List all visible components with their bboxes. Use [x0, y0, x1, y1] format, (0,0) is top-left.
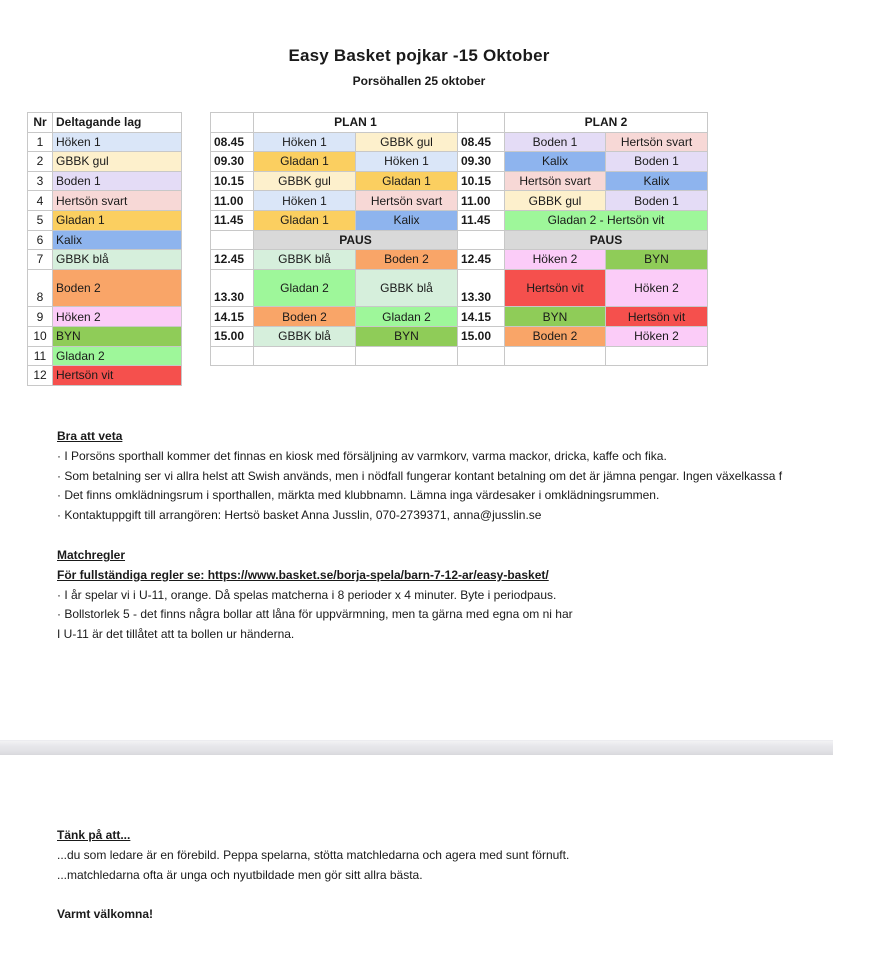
plan1-team-a: Boden 2 — [254, 307, 356, 327]
empty-cell — [458, 230, 505, 250]
team-row — [28, 210, 182, 230]
empty-cell — [254, 346, 356, 366]
nr-header: Nr — [28, 113, 53, 133]
team-name: Boden 1 — [53, 171, 182, 191]
team-name: Boden 2 — [53, 269, 182, 307]
match-time: 11.45 — [211, 210, 254, 230]
plan2-header: PLAN 2 — [505, 113, 708, 133]
plan1-team-a: Höken 1 — [254, 132, 356, 152]
match-time: 15.00 — [211, 326, 254, 346]
match-row — [211, 326, 708, 346]
match-row — [211, 171, 708, 191]
team-nr: 3 — [28, 171, 53, 191]
match-row — [211, 250, 708, 270]
plan2-team-a: Hertsön svart — [505, 171, 606, 191]
team-nr: 8 — [28, 269, 53, 307]
think-section — [57, 826, 569, 925]
match-row — [211, 307, 708, 327]
match-row — [211, 210, 708, 230]
match-row — [211, 132, 708, 152]
plan1-team-b: Boden 2 — [356, 250, 458, 270]
teams-table — [27, 112, 182, 386]
document-title: Easy Basket pojkar -15 Oktober — [288, 46, 550, 65]
team-row — [28, 366, 182, 386]
rules-item: · I år spelar vi i U-11, orange. Då spelas matcherna i 8 perioder x 4 minuter. Byte i periodpaus. — [57, 587, 557, 602]
team-row — [28, 191, 182, 211]
team-nr: 2 — [28, 152, 53, 172]
plan2-team-b: Hertsön vit — [606, 307, 708, 327]
match-time: 11.00 — [458, 191, 505, 211]
info-item: · Det finns omklädningsrum i sporthallen, märkta med klubbnamn. Lämna inga värdesaker i omklädningsrummen. — [57, 488, 660, 503]
plan2-team-a: BYN — [505, 307, 606, 327]
plan2-team-a: Boden 2 — [505, 326, 606, 346]
match-row — [211, 152, 708, 172]
plan2-merged-match: Gladan 2 - Hertsön vit — [505, 210, 708, 230]
match-time: 12.45 — [211, 250, 254, 270]
info-item: · I Porsöns sporthall kommer det finnas en kiosk med försäljning av varmkorv, varma mackor, dricka, kaffe och fika. — [57, 448, 667, 463]
think-item: ...matchledarna ofta är unga och nyutbildade men gör sitt allra bästa. — [57, 867, 423, 882]
plan1-team-a: Gladan 2 — [254, 269, 356, 307]
team-nr: 10 — [28, 326, 53, 346]
team-name: Hertsön vit — [53, 366, 182, 386]
team-nr: 6 — [28, 230, 53, 250]
page-divider — [0, 740, 833, 755]
match-time: 11.00 — [211, 191, 254, 211]
rules-item: · Bollstorlek 5 - det finns några bollar att låna för uppvärmning, men ta gärna med egna om ni har — [57, 607, 573, 622]
team-row — [28, 132, 182, 152]
team-name: GBBK blå — [53, 250, 182, 270]
closing-text: Varmt välkomna! — [57, 907, 154, 922]
plan1-team-b: Gladan 1 — [356, 171, 458, 191]
plan2-team-b: Höken 2 — [606, 326, 708, 346]
match-time: 14.15 — [458, 307, 505, 327]
plan2-team-a: Kalix — [505, 152, 606, 172]
team-row — [28, 171, 182, 191]
plan2-team-a: Höken 2 — [505, 250, 606, 270]
team-nr: 11 — [28, 346, 53, 366]
plan1-team-b: GBBK blå — [356, 269, 458, 307]
rules-item: I U-11 är det tillåtet att ta bollen ur händerna. — [57, 627, 295, 642]
empty-cell — [458, 346, 505, 366]
team-nr: 1 — [28, 132, 53, 152]
schedule-header-row — [211, 113, 708, 133]
plan2-team-b: BYN — [606, 250, 708, 270]
plan1-team-a: Gladan 1 — [254, 152, 356, 172]
team-name-header: Deltagande lag — [53, 113, 182, 133]
match-time: 13.30 — [458, 269, 505, 307]
plan1-team-a: GBBK blå — [254, 250, 356, 270]
info-item: · Kontaktuppgift till arrangören: Hertsö basket Anna Jusslin, 070-2739371, anna@jusslin.se — [57, 508, 542, 523]
empty-cell — [211, 346, 254, 366]
plan1-team-a: Höken 1 — [254, 191, 356, 211]
plan1-paus: PAUS — [254, 230, 458, 250]
team-row — [28, 250, 182, 270]
plan2-team-b: Kalix — [606, 171, 708, 191]
team-name: Gladan 1 — [53, 210, 182, 230]
empty-cell — [211, 230, 254, 250]
plan1-team-b: Kalix — [356, 210, 458, 230]
plan1-header: PLAN 1 — [254, 113, 458, 133]
match-time: 11.45 — [458, 210, 505, 230]
team-row — [28, 269, 182, 307]
team-nr: 12 — [28, 366, 53, 386]
info-item: · Som betalning ser vi allra helst att Swish används, men i nödfall fungerar kontant betalning om det är jämna pengar. Ingen växelkassa f — [57, 468, 783, 483]
plan1-team-b: BYN — [356, 326, 458, 346]
plan1-team-b: Höken 1 — [356, 152, 458, 172]
match-time: 09.30 — [458, 152, 505, 172]
rules-section — [57, 546, 573, 645]
document-subtitle: Porsöhallen 25 oktober — [352, 74, 486, 88]
plan1-team-b: Hertsön svart — [356, 191, 458, 211]
plan2-team-b: Hertsön svart — [606, 132, 708, 152]
info-section — [57, 427, 782, 526]
plan2-team-b: Boden 1 — [606, 152, 708, 172]
plan2-team-b: Höken 2 — [606, 269, 708, 307]
match-time: 08.45 — [211, 132, 254, 152]
empty-cell — [211, 113, 254, 133]
teams-header-row — [28, 113, 182, 133]
empty-cell — [606, 346, 708, 366]
plan1-team-b: Gladan 2 — [356, 307, 458, 327]
schedule-table — [210, 112, 708, 366]
match-time: 15.00 — [458, 326, 505, 346]
plan1-team-a: GBBK gul — [254, 171, 356, 191]
match-time: 08.45 — [458, 132, 505, 152]
match-row — [211, 191, 708, 211]
team-row — [28, 326, 182, 346]
team-name: BYN — [53, 326, 182, 346]
team-nr: 9 — [28, 307, 53, 327]
empty-cell — [505, 346, 606, 366]
team-name: Gladan 2 — [53, 346, 182, 366]
team-name: Kalix — [53, 230, 182, 250]
team-nr: 5 — [28, 210, 53, 230]
match-time: 10.15 — [211, 171, 254, 191]
plan1-team-b: GBBK gul — [356, 132, 458, 152]
plan2-team-a: Boden 1 — [505, 132, 606, 152]
team-row — [28, 230, 182, 250]
team-nr: 7 — [28, 250, 53, 270]
empty-cell — [458, 113, 505, 133]
rules-link[interactable]: För fullständiga regler se: https://www.basket.se/borja-spela/barn-7-12-ar/easy-basket/ — [57, 567, 549, 582]
plan2-team-b: Boden 1 — [606, 191, 708, 211]
team-name: GBBK gul — [53, 152, 182, 172]
plan2-team-a: GBBK gul — [505, 191, 606, 211]
plan2-paus: PAUS — [505, 230, 708, 250]
match-time: 10.15 — [458, 171, 505, 191]
match-time: 14.15 — [211, 307, 254, 327]
team-row — [28, 346, 182, 366]
think-item: ...du som ledare är en förebild. Peppa spelarna, stötta matchledarna och agera med sunt förnuft. — [57, 847, 570, 862]
match-time: 09.30 — [211, 152, 254, 172]
match-time: 12.45 — [458, 250, 505, 270]
team-nr: 4 — [28, 191, 53, 211]
team-name: Höken 1 — [53, 132, 182, 152]
plan2-team-a: Hertsön vit — [505, 269, 606, 307]
team-row — [28, 152, 182, 172]
team-name: Höken 2 — [53, 307, 182, 327]
think-heading: Tänk på att... — [57, 828, 131, 842]
team-name: Hertsön svart — [53, 191, 182, 211]
plan1-team-a: Gladan 1 — [254, 210, 356, 230]
empty-row — [211, 346, 708, 366]
rules-heading: Matchregler — [57, 548, 126, 562]
empty-cell — [356, 346, 458, 366]
paus-row — [211, 230, 708, 250]
plan1-team-a: GBBK blå — [254, 326, 356, 346]
match-row — [211, 269, 708, 307]
info-heading: Bra att veta — [57, 429, 123, 443]
team-row — [28, 307, 182, 327]
match-time: 13.30 — [211, 269, 254, 307]
